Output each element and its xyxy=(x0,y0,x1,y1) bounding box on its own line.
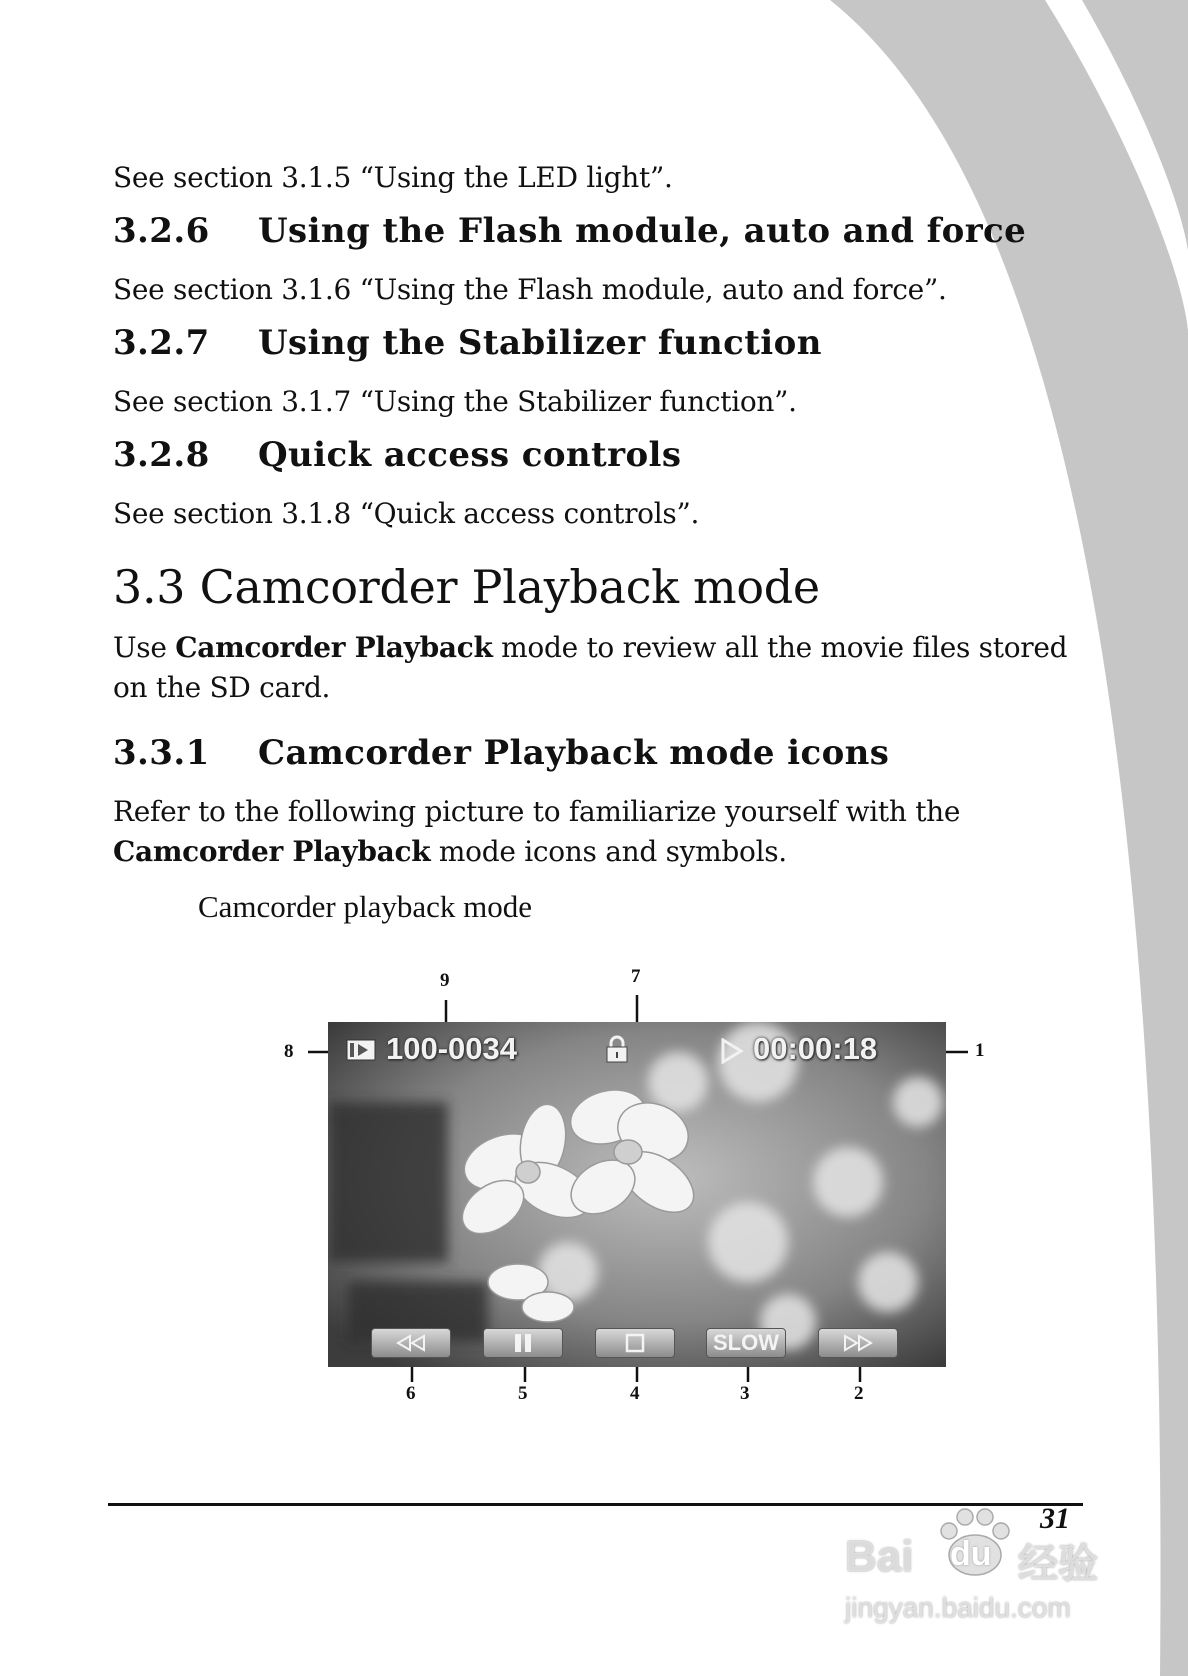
page-number: 31 xyxy=(1040,1502,1070,1535)
use-paragraph-line-2: on the SD card. xyxy=(113,671,331,704)
use-paragraph-line-1 xyxy=(113,628,1067,668)
stop-button[interactable] xyxy=(595,1328,675,1358)
movie-icon xyxy=(346,1037,376,1063)
heading-3-2-8 xyxy=(113,435,681,475)
refer-paragraph-line-2 xyxy=(113,832,787,872)
heading-title: Quick access controls xyxy=(258,435,682,475)
text: mode to review all the movie files stored xyxy=(492,631,1068,664)
play-icon xyxy=(720,1038,744,1064)
rewind-button[interactable] xyxy=(371,1328,451,1358)
callout-9: 9 xyxy=(440,970,450,991)
callout-4: 4 xyxy=(630,1383,640,1404)
heading-title: Using the Stabilizer function xyxy=(258,323,822,363)
heading-3-2-6 xyxy=(113,211,1026,251)
heading-number: 3.2.8 xyxy=(113,435,210,475)
watermark-brand: Bai xyxy=(845,1532,914,1581)
rewind-icon xyxy=(395,1334,427,1352)
figure-caption: Camcorder playback mode xyxy=(198,889,532,924)
callout-7: 7 xyxy=(631,966,641,987)
heading-number: 3.2.6 xyxy=(113,211,210,251)
heading-title: Using the Flash module, auto and force xyxy=(258,211,1027,251)
text: Use xyxy=(113,631,176,664)
text: mode icons and symbols. xyxy=(430,835,787,868)
lock-icon xyxy=(604,1034,630,1064)
file-number: 100-0034 xyxy=(386,1031,518,1066)
body-line-quick-access: See section 3.1.8 “Quick access controls”. xyxy=(113,497,700,530)
watermark-brand-2: du xyxy=(950,1535,992,1573)
watermark-cn: 经验 xyxy=(1018,1541,1098,1587)
stop-icon xyxy=(625,1333,645,1353)
callout-5: 5 xyxy=(518,1383,528,1404)
pause-icon xyxy=(512,1333,534,1353)
heading-3-3-1 xyxy=(113,733,889,773)
watermark-url: jingyan.baidu.com xyxy=(845,1592,1071,1623)
heading-number: 3.3.1 xyxy=(113,733,210,773)
callout-8: 8 xyxy=(284,1041,294,1062)
callout-6: 6 xyxy=(406,1383,416,1404)
camera-lcd-screen xyxy=(328,1022,946,1367)
slow-button[interactable] xyxy=(706,1328,786,1358)
bold-term: Camcorder Playback xyxy=(113,835,431,868)
callout-1: 1 xyxy=(975,1040,985,1061)
pause-button[interactable] xyxy=(483,1328,563,1358)
fast-forward-button[interactable] xyxy=(818,1328,898,1358)
playback-screen-figure xyxy=(280,955,985,1415)
body-line-stabilizer: See section 3.1.7 “Using the Stabilizer function”. xyxy=(113,385,797,418)
fast-forward-icon xyxy=(842,1334,874,1352)
slow-label: SLOW xyxy=(713,1330,779,1355)
bold-term: Camcorder Playback xyxy=(175,631,493,664)
heading-3-3: 3.3 Camcorder Playback mode xyxy=(113,560,820,614)
elapsed-time: 00:00:18 xyxy=(753,1031,878,1066)
callout-2: 2 xyxy=(854,1383,864,1404)
flower-photo xyxy=(328,1022,946,1367)
heading-title: Camcorder Playback mode icons xyxy=(258,733,890,773)
body-line-led: See section 3.1.5 “Using the LED light”. xyxy=(113,161,673,194)
callout-3: 3 xyxy=(740,1383,750,1404)
heading-3-2-7 xyxy=(113,323,822,363)
body-line-flash: See section 3.1.6 “Using the Flash module, auto and force”. xyxy=(113,273,947,306)
refer-paragraph-line-1: Refer to the following picture to familiarize yourself with the xyxy=(113,795,961,828)
heading-number: 3.2.7 xyxy=(113,323,210,363)
